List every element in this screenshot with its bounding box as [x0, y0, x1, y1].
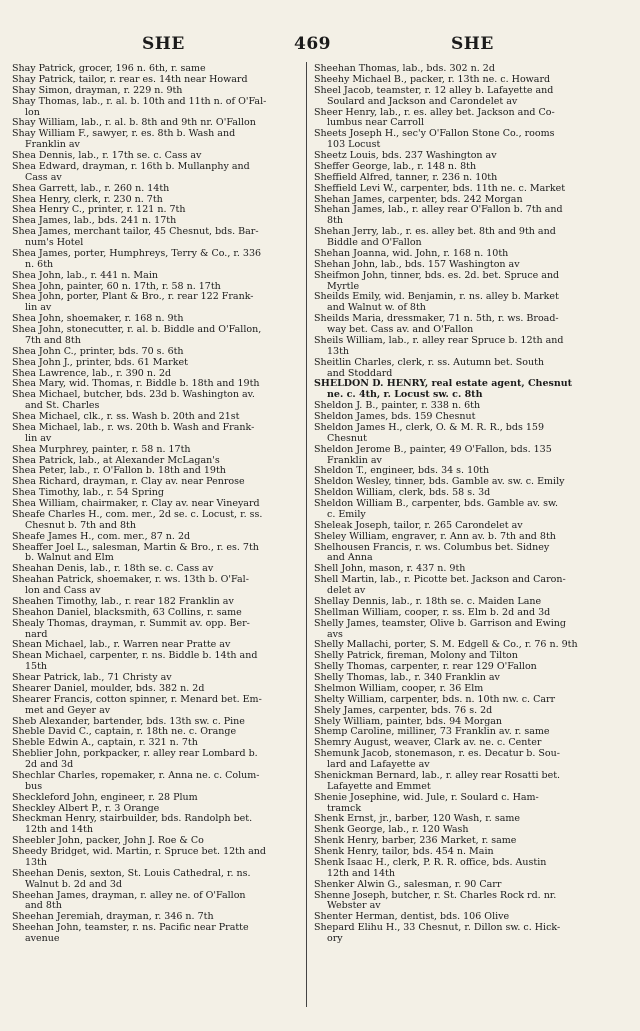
- entry-line: Sheifmon John, tinner, bds. es. 2d. bet. Spruce and: [314, 269, 560, 281]
- entry-line: Shea John, porter, Plant & Bro., r. rear 122 Frank-: [12, 291, 254, 303]
- directory-entry: [12, 793, 304, 804]
- entry-line: Shehan John, lab., bds. 157 Washington av: [314, 258, 520, 270]
- entry-line: Shemp Caroline, milliner, 73 Franklin av. r. same: [314, 726, 550, 738]
- directory-entry: [12, 423, 304, 445]
- entry-continuation: Biddle and O'Fallon: [327, 237, 422, 248]
- entry-continuation: lon: [25, 106, 40, 118]
- running-head-left: SHE: [142, 34, 185, 54]
- entry-line: Shell John, mason, r. 437 n. 9th: [314, 563, 466, 575]
- entry-continuation: delet av: [327, 585, 366, 596]
- entry-line: Shenk Henry, tailor, bds. 454 n. Main: [314, 846, 494, 857]
- entry-continuation: Soulard and Jackson and Carondelet av: [327, 95, 518, 107]
- entry-continuation: avs: [327, 628, 343, 640]
- entry-continuation: 13th: [327, 345, 350, 357]
- directory-entry: [314, 86, 606, 108]
- entry-continuation: Walnut b. 2d and 3d: [25, 878, 122, 890]
- directory-entry: [12, 162, 304, 184]
- entry-line: Sheleak Joseph, tailor, r. 265 Carondelet av: [314, 519, 523, 531]
- entry-line: Shenk George, lab., r. 120 Wash: [314, 824, 469, 836]
- entry-line: Sheffer George, lab., r. 148 n. 8th: [314, 160, 477, 172]
- directory-entry: [12, 390, 304, 412]
- entry-line: Sheldon T., engineer, bds. 34 s. 10th: [314, 465, 490, 477]
- entry-line: Shearer Daniel, moulder, bds. 382 n. 2d: [12, 682, 205, 694]
- entry-line: Sheldon Jerome B., painter, 49 O'Fallon, bds. 135: [314, 443, 552, 455]
- entry-line: Shea Mary, wid. Thomas, r. Biddle b. 18th and 19th: [12, 378, 260, 390]
- entry-line: Shenter Herman, dentist, bds. 106 Olive: [314, 911, 510, 923]
- directory-entry: [12, 227, 304, 249]
- entry-line: Shearer Francis, cotton spinner, r. Menard bet. Em-: [12, 693, 262, 705]
- entry-line: Sheldon James, bds. 159 Chesnut: [314, 411, 476, 422]
- entry-line: Shea Michael, lab., r. ws. 20th b. Wash and Frank-: [12, 421, 255, 433]
- directory-entry: [314, 749, 606, 771]
- entry-line: Sheafe Charles H., com. mer., 2d se. c. Locust, r. ss.: [12, 508, 263, 520]
- entry-line: Shean Michael, carpenter, r. ns. Biddle b. 14th and: [12, 650, 258, 662]
- directory-entry: [314, 521, 606, 532]
- entry-line: Sheckman Henry, stairbuilder, bds. Randolph bet.: [12, 813, 253, 825]
- entry-line: Shay Patrick, grocer, 196 n. 6th, r. same: [12, 64, 206, 74]
- entry-continuation: lumbus near Carroll: [327, 117, 425, 129]
- entry-continuation: 12th and 14th: [25, 824, 93, 836]
- entry-line: Sheahan Patrick, shoemaker, r. ws. 13th b. O'Fal-: [12, 574, 249, 586]
- entry-line: Sheehan Jeremiah, drayman, r. 346 n. 7th: [12, 911, 214, 923]
- entry-continuation: 8th: [327, 215, 343, 227]
- entry-line: Shelly James, teamster, Olive b. Garrison and Ewing: [314, 617, 566, 629]
- entry-continuation: lin av: [25, 302, 52, 314]
- entry-line: Sheldon Wesley, tinner, bds. Gamble av. sw. c. Emily: [314, 476, 565, 488]
- entry-line: Sheehan John, teamster, r. ns. Pacific near Pratte: [12, 922, 249, 934]
- entry-continuation: Chesnut b. 7th and 8th: [25, 519, 136, 531]
- entry-line: Sheebler John, packer, John J. Roe & Co: [12, 835, 204, 847]
- entry-line: Shenker Alwin G., salesman, r. 90 Carr: [314, 878, 502, 890]
- entry-line: SHELDON D. HENRY, real estate agent, Chesnut: [314, 378, 573, 390]
- entry-line: Sheilds Emily, wid. Benjamin, r. ns. alley b. Market: [314, 291, 559, 303]
- directory-entry: [12, 575, 304, 597]
- entry-line: Sheets Joseph H., sec'y O'Fallon Stone Co., rooms: [314, 128, 555, 140]
- entry-continuation: 7th and 8th: [25, 334, 81, 346]
- entry-line: Shehan James, carpenter, bds. 242 Morgan: [314, 193, 523, 205]
- entry-line: Shenk Isaac H., clerk, P. R. R. office, bds. Austin: [314, 856, 547, 868]
- entry-line: Shechlar Charles, ropemaker, r. Anna ne. c. Colum-: [12, 769, 260, 781]
- entry-line: Shenne Joseph, butcher, r. St. Charles Rock rd. nr.: [314, 889, 557, 901]
- entry-line: Shemry August, weaver, Clark av. ne. c. Center: [314, 737, 542, 749]
- entry-line: Shea Henry, clerk, r. 230 n. 7th: [12, 193, 163, 205]
- entry-line: Shely James, carpenter, bds. 76 s. 2d: [314, 704, 493, 716]
- directory-entry: [12, 86, 304, 97]
- entry-continuation: 13th: [25, 856, 48, 868]
- entry-line: Sheilds Maria, dressmaker, 71 n. 5th, r. ws. Broad-: [314, 313, 559, 325]
- directory-entry: [314, 423, 606, 445]
- directory-entry: [12, 847, 304, 869]
- entry-continuation: num's Hotel: [25, 237, 84, 248]
- directory-entry: [314, 336, 606, 358]
- entry-continuation: and 8th: [25, 900, 62, 912]
- entry-line: Sheble Edwin A., captain, r. 321 n. 7th: [12, 737, 198, 749]
- entry-line: Sheahan Denis, lab., r. 18th se. c. Cass av: [12, 563, 214, 575]
- entry-line: Shea William, chairmaker, r. Clay av. near Vineyard: [12, 498, 260, 509]
- entry-continuation: Chesnut: [327, 432, 367, 444]
- directory-entry: [314, 543, 606, 565]
- entry-continuation: b. Walnut and Elm: [25, 552, 114, 564]
- directory-entry: [314, 271, 606, 293]
- entry-continuation: ory: [327, 933, 343, 944]
- directory-entry: [314, 575, 606, 597]
- directory-entry: [12, 532, 304, 543]
- entry-line: Shelly Patrick, fireman, Molony and Tilton: [314, 650, 518, 662]
- entry-line: Sheb Alexander, bartender, bds. 13th sw. c. Pine: [12, 715, 245, 727]
- entry-line: Sheel Jacob, teamster, r. 12 alley b. Lafayette and: [314, 84, 554, 96]
- directory-entry: [12, 608, 304, 619]
- entry-continuation: n. 6th: [25, 258, 54, 270]
- entry-continuation: avenue: [25, 933, 60, 944]
- entry-line: Sheldon J. B., painter, r. 338 n. 6th: [314, 400, 481, 412]
- directory-entry: [12, 347, 304, 358]
- directory-entry: [12, 651, 304, 673]
- entry-line: Shea Murphrey, painter, r. 58 n. 17th: [12, 443, 191, 455]
- directory-entry: [314, 891, 606, 913]
- entry-continuation: c. Emily: [327, 508, 366, 520]
- entry-line: Shay Patrick, tailor, r. rear es. 14th near Howard: [12, 73, 248, 85]
- page-header: [0, 34, 640, 58]
- entry-line: Shea Richard, drayman, r. Clay av. near Penrose: [12, 476, 245, 488]
- entry-line: Shay Simon, drayman, r. 229 n. 9th: [12, 84, 183, 96]
- directory-entry: [12, 97, 304, 119]
- entry-continuation: Myrtle: [327, 280, 360, 292]
- entry-line: Shea Dennis, lab., r. 17th se. c. Cass av: [12, 150, 202, 161]
- entry-continuation: and St. Charles: [25, 400, 100, 412]
- entry-continuation: Franklin av: [25, 139, 80, 151]
- entry-line: Shea John C., printer, bds. 70 s. 6th: [12, 345, 184, 357]
- entry-continuation: 15th: [25, 661, 48, 673]
- entry-line: Sheckley Albert P., r. 3 Orange: [12, 802, 160, 814]
- entry-continuation: and Anna: [327, 552, 373, 564]
- directory-entry: [314, 771, 606, 793]
- entry-line: Shell Martin, lab., r. Picotte bet. Jackson and Caron-: [314, 574, 566, 586]
- entry-line: Shea James, merchant tailor, 45 Chesnut, bds. Bar-: [12, 226, 259, 238]
- directory-entry: [12, 271, 304, 282]
- entry-line: Sheafe James H., com. mer., 87 n. 2d: [12, 530, 191, 542]
- entry-continuation: lard and Lafayette av: [327, 759, 430, 770]
- entry-continuation: nard: [25, 628, 48, 640]
- directory-entry: [12, 891, 304, 913]
- directory-entry: [314, 858, 606, 880]
- directory-entry: [314, 358, 606, 380]
- directory-entry: [12, 292, 304, 314]
- entry-line: Shellay Dennis, lab., r. 18th se. c. Maiden Lane: [314, 595, 542, 607]
- directory-entry: [314, 129, 606, 151]
- directory-entry: [12, 814, 304, 836]
- entry-line: Shehan James, lab., r. alley rear O'Fallon b. 7th and: [314, 204, 563, 216]
- directory-entry: [12, 695, 304, 717]
- entry-line: Shay William F., sawyer, r. es. 8th b. Wash and: [12, 128, 236, 140]
- entry-line: Shenk Henry, barber, 236 Market, r. same: [314, 835, 517, 847]
- directory-entry: [314, 205, 606, 227]
- entry-line: Shea Lawrence, lab., r. 390 n. 2d: [12, 367, 172, 379]
- directory-entry: [314, 292, 606, 314]
- entry-line: Shenickman Bernard, lab., r. alley rear Rosatti bet.: [314, 769, 561, 781]
- entry-line: Sheldon William B., carpenter, bds. Gamble av. sw.: [314, 498, 558, 509]
- entry-line: Shenie Josephine, wid. Jule, r. Soulard c. Ham-: [314, 791, 539, 803]
- directory-entry: [314, 793, 606, 815]
- page-number: 469: [294, 34, 331, 54]
- entry-continuation: and Walnut w. of 8th: [327, 302, 426, 314]
- entry-line: Sheldon James H., clerk, O. & M. R. R., bds 159: [314, 421, 544, 433]
- entry-line: Sheehy Michael B., packer, r. 13th ne. c. Howard: [314, 73, 551, 85]
- entry-line: Shelly Thomas, lab., r. 340 Franklin av: [314, 672, 500, 683]
- entry-line: Shear Patrick, lab., 71 Christy av: [12, 672, 172, 683]
- directory-entry: [12, 358, 304, 369]
- directory-entry: [12, 184, 304, 195]
- directory-entry: [12, 749, 304, 771]
- entry-line: Sheley William, engraver, r. Ann av. b. 7th and 8th: [314, 530, 556, 542]
- directory-entry: [314, 695, 606, 706]
- entry-line: Shelmon William, cooper, r. 36 Elm: [314, 682, 484, 694]
- entry-line: Shea Michael, clk., r. ss. Wash b. 20th and 21st: [12, 411, 240, 422]
- entry-line: Sheehan Denis, sexton, St. Louis Cathedral, r. ns.: [12, 867, 251, 879]
- entry-line: Sheedy Bridget, wid. Martin, r. Spruce bet. 12th and: [12, 846, 266, 857]
- entry-continuation: met and Geyer av: [25, 704, 111, 716]
- entry-line: Sheitlin Charles, clerk, r. ss. Autumn bet. South: [314, 356, 545, 368]
- entry-line: Shemunk Jacob, stonemason, r. es. Decatur b. Sou-: [314, 748, 560, 760]
- directory-entry: [314, 227, 606, 249]
- entry-line: Shea Michael, butcher, bds. 23d b. Washington av.: [12, 389, 255, 401]
- entry-continuation: lon and Cass av: [25, 585, 101, 596]
- directory-entry: [12, 869, 304, 891]
- entry-line: Shea Edward, drayman, r. 16th b. Mullanphy and: [12, 160, 250, 172]
- entry-line: Sheahon Daniel, blacksmith, 63 Collins, r. same: [12, 606, 242, 618]
- entry-line: Sheahen Timothy, lab., r. rear 182 Franklin av: [12, 595, 234, 607]
- directory-entry: [314, 923, 606, 945]
- entry-line: Shellman William, cooper, r. ss. Elm b. 2d and 3d: [314, 606, 551, 618]
- entry-continuation: 12th and 14th: [327, 867, 395, 879]
- entry-line: Sheils William, lab., r. alley rear Spruce b. 12th and: [314, 334, 564, 346]
- entry-line: Shay Thomas, lab., r. al. b. 10th and 11th n. of O'Fal-: [12, 95, 267, 107]
- entry-line: Shean Michael, lab., r. Warren near Pratte av: [12, 639, 231, 651]
- entry-continuation: Franklin av: [327, 454, 382, 466]
- directory-entry: [314, 108, 606, 130]
- entry-line: Shely William, painter, bds. 94 Morgan: [314, 715, 503, 727]
- entry-continuation: 103 Locust: [327, 139, 381, 151]
- directory-entry: [314, 499, 606, 521]
- directory-entry: [314, 379, 606, 401]
- entry-line: Shea Timothy, lab., r. 54 Spring: [12, 487, 164, 499]
- entry-line: Shealy Thomas, drayman, r. Summit av. opp. Ber-: [12, 617, 250, 629]
- entry-line: Shea Peter, lab., r. O'Fallon b. 18th and 19th: [12, 465, 226, 477]
- directory-entry: [314, 445, 606, 467]
- entry-continuation: lin av: [25, 432, 52, 444]
- entry-line: Shea John, painter, 60 n. 17th, r. 58 n. 17th: [12, 280, 221, 292]
- directory-entry: [314, 184, 606, 195]
- entry-line: Sheer Henry, lab., r. es. alley bet. Jackson and Co-: [314, 106, 555, 118]
- directory-entry: [314, 619, 606, 641]
- entry-line: Sheble David C., captain, r. 18th ne. c. Orange: [12, 726, 237, 738]
- entry-line: Shenk Ernst, jr., barber, 120 Wash, r. same: [314, 813, 520, 825]
- entry-line: Sheblier John, porkpacker, r. alley rear Lombard b.: [12, 748, 258, 760]
- entry-line: Sheldon William, clerk, bds. 58 s. 3d: [314, 487, 491, 499]
- entry-line: Sheehan James, drayman, r. alley ne. of O'Fallon: [12, 889, 246, 901]
- entry-continuation: Lafayette and Emmet: [327, 780, 431, 792]
- directory-entry: [314, 706, 606, 717]
- entry-line: Shelty William, carpenter, bds. n. 10th nw. c. Carr: [314, 693, 556, 705]
- entry-line: Shea Garrett, lab., r. 260 n. 14th: [12, 182, 170, 194]
- entry-continuation: ne. c. 4th, r. Locust sw. c. 8th: [327, 389, 483, 401]
- entry-continuation: bus: [25, 780, 43, 792]
- entry-line: Shelhousen Francis, r. ws. Columbus bet. Sidney: [314, 541, 550, 553]
- directory-entry: [314, 608, 606, 619]
- entry-line: Shepard Elihu H., 33 Chesnut, r. Dillon sw. c. Hick-: [314, 922, 561, 934]
- entry-line: Shea James, porter, Humphreys, Terry & Co., r. 336: [12, 247, 262, 259]
- entry-line: Sheetz Louis, bds. 237 Washington av: [314, 150, 497, 161]
- column-divider: [306, 62, 307, 1007]
- directory-entry: [12, 923, 304, 945]
- entry-line: Sheaffer Joel L., salesman, Martin & Bro., r. es. 7th: [12, 541, 259, 553]
- entry-line: Shehan Jerry, lab., r. es. alley bet. 8th and 9th and: [314, 226, 556, 238]
- entry-line: Sheehan Thomas, lab., bds. 302 n. 2d: [314, 64, 495, 74]
- entry-line: Shea John, shoemaker, r. 168 n. 9th: [12, 313, 184, 325]
- directory-entry: [314, 314, 606, 336]
- entry-continuation: 2d and 3d: [25, 759, 74, 770]
- directory-entry: [12, 619, 304, 641]
- entry-line: Sheffield Levi W., carpenter, bds. 11th ne. c. Market: [314, 182, 566, 194]
- entry-line: Sheffield Alfred, tanner, r. 236 n. 10th: [314, 171, 498, 183]
- entry-line: Shea Patrick, lab., at Alexander McLagan's: [12, 454, 220, 466]
- entry-line: Shay William, lab., r. al. b. 8th and 9th nr. O'Fallon: [12, 117, 256, 129]
- entry-continuation: and Stoddard: [327, 367, 393, 379]
- entry-line: Shea John, stonecutter, r. al. b. Biddle and O'Fallon,: [12, 324, 262, 335]
- entry-line: Shelly Mallachi, porter, S. M. Edgell & Co., r. 76 n. 9th: [314, 639, 578, 651]
- entry-continuation: tramck: [327, 802, 362, 814]
- directory-entry: [12, 445, 304, 456]
- directory-entry: [12, 771, 304, 793]
- directory-entry: [314, 260, 606, 271]
- directory-entry: [12, 129, 304, 151]
- directory-entry: [12, 510, 304, 532]
- entry-line: Shea James, lab., bds. 241 n. 17th: [12, 215, 177, 227]
- directory-entry: [314, 880, 606, 891]
- entry-line: Shea Henry C., printer, r. 121 n. 7th: [12, 204, 186, 216]
- entry-continuation: Webster av: [327, 900, 381, 912]
- directory-entry: [12, 325, 304, 347]
- entry-line: Shea John, lab., r. 441 n. Main: [12, 269, 158, 281]
- running-head-right: SHE: [451, 34, 494, 54]
- directory-entry: [12, 543, 304, 565]
- directory-entry: [314, 532, 606, 543]
- entry-continuation: Cass av: [25, 171, 62, 183]
- directory-entry: [314, 173, 606, 184]
- right-column: [314, 64, 606, 945]
- entry-line: Sheckleford John, engineer, r. 28 Plum: [12, 791, 198, 803]
- left-column: [12, 64, 304, 945]
- entry-line: Shea John J., printer, bds. 61 Market: [12, 356, 188, 368]
- entry-continuation: way bet. Cass av. and O'Fallon: [327, 324, 474, 335]
- entry-line: Shelly Thomas, carpenter, r. rear 129 O'Fallon: [314, 661, 537, 673]
- directory-entry: [12, 249, 304, 271]
- entry-line: Shehan Joanna, wid. John, r. 168 n. 10th: [314, 247, 509, 259]
